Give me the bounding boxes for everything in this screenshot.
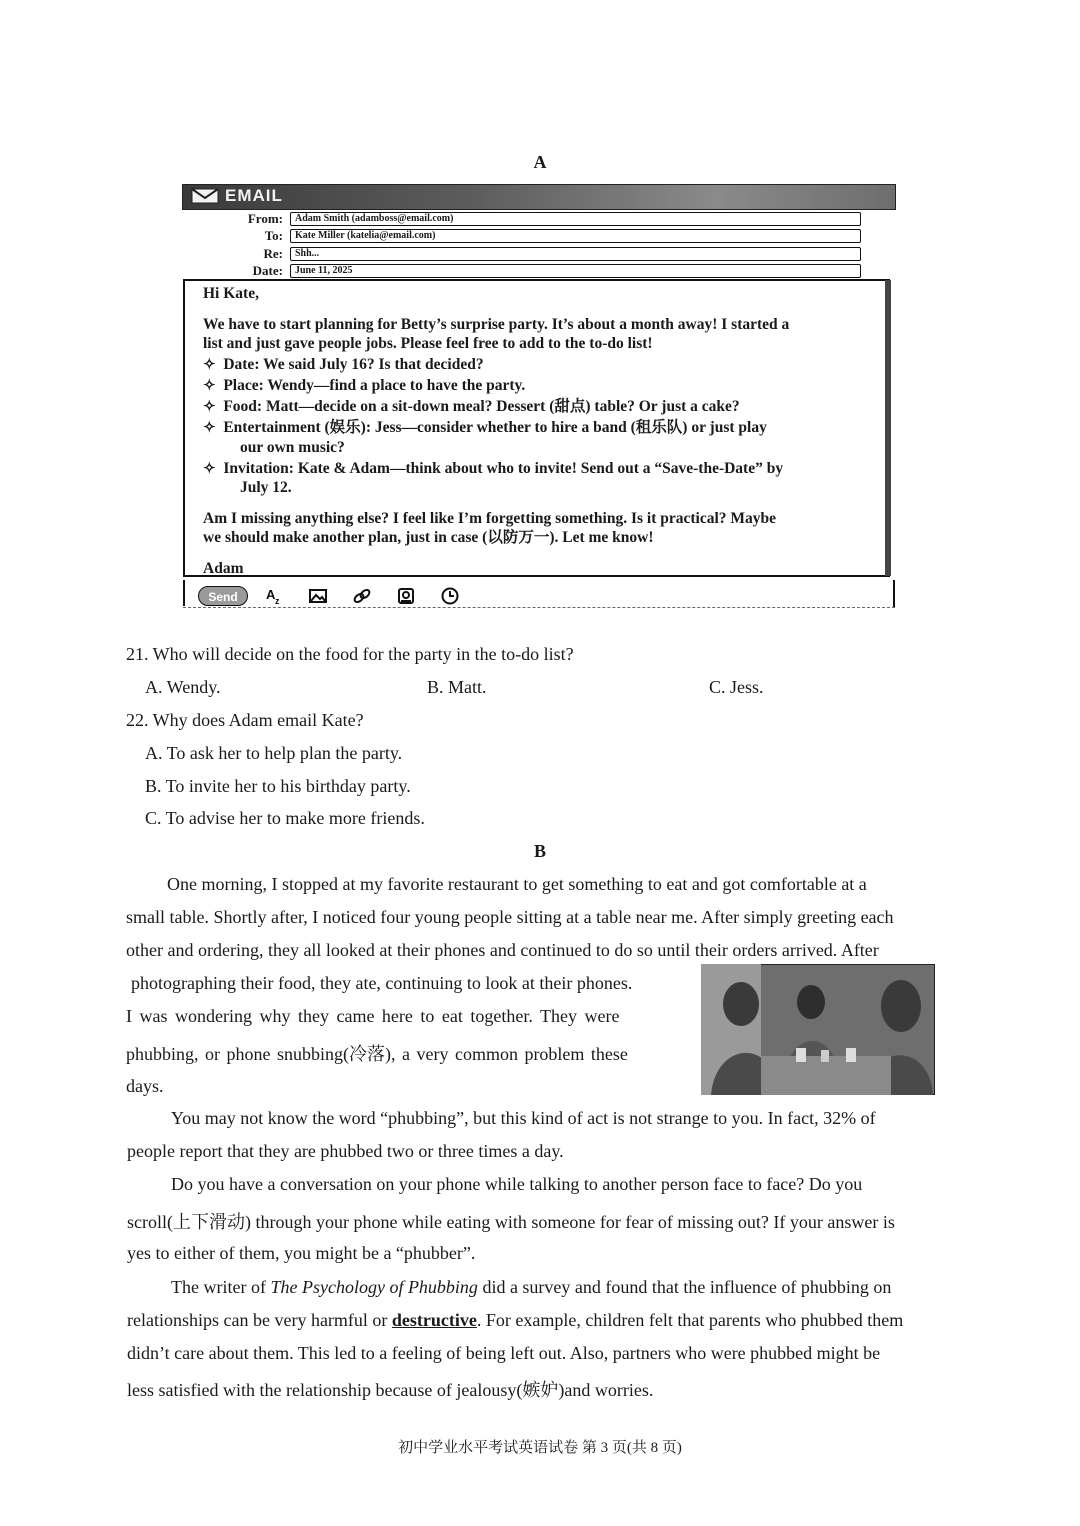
email-header-label: EMAIL bbox=[225, 186, 283, 205]
attachment-icon[interactable] bbox=[396, 586, 416, 606]
clock-icon[interactable] bbox=[440, 586, 460, 606]
passage-line: One morning, I stopped at my favorite restaurant to get something to eat and got comfortable at a bbox=[167, 874, 867, 894]
passage-line: other and ordering, they all looked at their phones and continued to do so until their orders arrived. After bbox=[126, 940, 879, 960]
passage-line: photographing their food, they ate, continuing to look at their phones. bbox=[131, 973, 633, 993]
todo-text: Jess—consider whether to hire a band (租乐队) or just play bbox=[374, 419, 767, 436]
from-field[interactable]: Adam Smith (adamboss@email.com) bbox=[290, 212, 861, 226]
todo-label: Date: bbox=[223, 356, 260, 373]
passage-line: yes to either of them, you might be a “phubber”. bbox=[127, 1243, 476, 1263]
to-label: To: bbox=[264, 228, 283, 243]
todo-text: Kate & Adam—think about who to invite! Send out a “Save-the-Date” by bbox=[297, 460, 784, 477]
todo-item-entertainment bbox=[203, 418, 767, 438]
todo-label: Invitation: bbox=[223, 460, 294, 477]
todo-item-date bbox=[203, 355, 484, 375]
section-b-title: B bbox=[533, 841, 546, 861]
passage-line: Do you have a conversation on your phone while talking to another person face to face? Do you bbox=[171, 1174, 863, 1194]
page-footer: 初中学业水平考试英语试卷 第 3 页(共 8 页) bbox=[398, 1440, 682, 1456]
todo-item-food bbox=[203, 397, 740, 417]
date-label: Date: bbox=[252, 263, 283, 278]
todo-item-place bbox=[203, 376, 525, 396]
book-title: The Psychology of Phubbing bbox=[270, 1277, 478, 1297]
section-a-title: A bbox=[533, 152, 547, 172]
todo-label: Food: bbox=[223, 398, 263, 415]
svg-text:z: z bbox=[275, 596, 280, 606]
passage-line bbox=[127, 1310, 903, 1331]
image-icon[interactable] bbox=[308, 586, 328, 606]
email-intro-line: We have to start planning for Betty’s surprise party. It’s about a month away! I started a bbox=[203, 316, 790, 333]
toolbar-border bbox=[183, 580, 185, 606]
passage-text: did a survey and found that the influence of phubbing on bbox=[477, 1277, 892, 1297]
subject-field[interactable]: Shh... bbox=[290, 247, 861, 261]
question-22: 22. Why does Adam email Kate? bbox=[126, 710, 364, 730]
passage-line: small table. Shortly after, I noticed four young people sitting at a table near me. After simply greeting each bbox=[126, 907, 894, 927]
email-greeting: Hi Kate, bbox=[203, 285, 259, 302]
option-21c: C. Jess. bbox=[709, 677, 764, 697]
option-22c: C. To advise her to make more friends. bbox=[145, 808, 425, 828]
date-field[interactable]: June 11, 2025 bbox=[290, 264, 861, 278]
envelope-icon bbox=[191, 188, 219, 204]
passage-text: . For example, children felt that parents who phubbed them bbox=[476, 1310, 904, 1330]
link-icon[interactable] bbox=[352, 586, 372, 606]
todo-label: Entertainment (娱乐): bbox=[223, 419, 371, 436]
passage-line: scroll(上下滑动) through your phone while eating with someone for fear of missing out? If your answer is bbox=[127, 1212, 895, 1232]
bullet-icon: ✧ bbox=[203, 357, 216, 373]
todo-text: Wendy—find a place to have the party. bbox=[267, 377, 526, 394]
question-21: 21. Who will decide on the food for the party in the to-do list? bbox=[126, 644, 574, 664]
passage-line: You may not know the word “phubbing”, but this kind of act is not strange to you. In fact, 32% of bbox=[171, 1108, 876, 1128]
passage-line: phubbing, or phone snubbing(冷落), a very common problem these bbox=[126, 1044, 628, 1064]
toolbar-divider bbox=[183, 606, 895, 608]
re-label: Re: bbox=[263, 246, 283, 261]
option-21a: A. Wendy. bbox=[145, 677, 221, 697]
todo-item-invitation bbox=[203, 459, 783, 479]
todo-label: Place: bbox=[223, 377, 264, 394]
option-22a: A. To ask her to help plan the party. bbox=[145, 743, 403, 763]
email-scrollbar[interactable] bbox=[885, 280, 891, 576]
todo-item-continuation: our own music? bbox=[240, 439, 345, 456]
todo-text: We said July 16? Is that decided? bbox=[263, 356, 484, 373]
passage-line: less satisfied with the relationship because of jealousy(嫉妒)and worries. bbox=[127, 1380, 654, 1400]
send-button[interactable]: Send bbox=[198, 586, 248, 606]
from-label: From: bbox=[247, 211, 283, 226]
option-21b: B. Matt. bbox=[427, 677, 487, 697]
key-word: destructive bbox=[391, 1310, 477, 1330]
to-field[interactable]: Kate Miller (katelia@email.com) bbox=[290, 229, 861, 243]
passage-line: days. bbox=[126, 1076, 164, 1096]
bullet-icon: ✧ bbox=[203, 378, 216, 394]
passage-line: I was wondering why they came here to eat together. They were bbox=[126, 1006, 620, 1026]
svg-text:A: A bbox=[266, 587, 276, 602]
passage-text: relationships can be very harmful or bbox=[127, 1310, 392, 1330]
passage-line: people report that they are phubbed two or three times a day. bbox=[127, 1141, 564, 1161]
bullet-icon: ✧ bbox=[203, 399, 216, 415]
text-format-icon[interactable] bbox=[264, 586, 284, 606]
email-header-bar bbox=[182, 184, 896, 210]
passage-text: The writer of bbox=[171, 1277, 271, 1297]
todo-text: Matt—decide on a sit-down meal? Dessert (甜点) table? Or just a cake? bbox=[265, 398, 740, 415]
passage-line bbox=[171, 1277, 891, 1298]
bullet-icon: ✧ bbox=[203, 420, 216, 436]
todo-item-continuation: July 12. bbox=[240, 479, 292, 496]
phubbing-photo bbox=[701, 964, 935, 1095]
toolbar-border bbox=[893, 580, 895, 608]
email-intro-line: list and just gave people jobs. Please feel free to add to the to-do list! bbox=[203, 335, 653, 352]
passage-line: didn’t care about them. This led to a feeling of being left out. Also, partners who were phubbed might be bbox=[127, 1343, 881, 1363]
email-closing-line: we should make another plan, just in case (以防万一). Let me know! bbox=[203, 529, 654, 546]
bullet-icon: ✧ bbox=[203, 461, 216, 477]
option-22b: B. To invite her to his birthday party. bbox=[145, 776, 411, 796]
email-signature: Adam bbox=[203, 560, 244, 577]
email-closing-line: Am I missing anything else? I feel like I’m forgetting something. Is it practical? Maybe bbox=[203, 510, 777, 527]
